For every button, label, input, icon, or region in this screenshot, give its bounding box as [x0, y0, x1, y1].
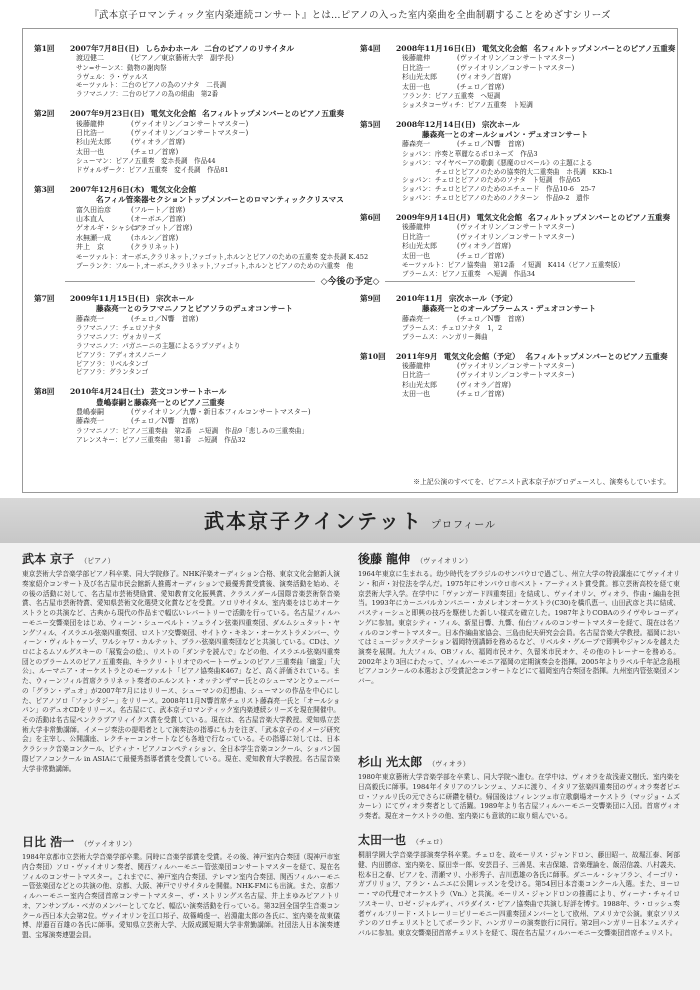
concert-venue: しらかわホール [145, 44, 199, 53]
footnote: ※上記公演のすべてを、ピアニスト武本京子がプロデュースし、演奏もしています。 [413, 478, 670, 486]
concert-entry [360, 44, 675, 110]
program-item: ピアソラ：リベルタンゴ [76, 359, 149, 368]
performer-row [402, 315, 675, 324]
performer-role: (チェロ／N響 首席) [457, 314, 525, 323]
performer-list [34, 315, 354, 324]
performer-role: (ヴァイオリン／コンサートマスター) [131, 128, 249, 137]
performer-role: (ヴィオラ／首席) [457, 242, 512, 251]
program-item: ピアソラ：グランタンゴ [76, 368, 149, 377]
performer-role: (ピアノ／東京藝術大学 副学長) [131, 54, 234, 63]
performer-name: 後藤龍伸 [76, 119, 104, 128]
performer-row [76, 234, 354, 243]
performer-role: (ヴィオラ／首席) [457, 73, 512, 82]
performer-role: (ヴァイオリン／コンサートマスター) [457, 371, 575, 380]
profile-name: 武本 京子 [22, 552, 75, 566]
performer-name: 太田一也 [402, 82, 430, 91]
program-list [34, 64, 354, 100]
concert-title: 名フィルトップメンバーとのピアノ五重奏 [533, 44, 676, 53]
concert-subtitle: 名フィル管楽器セクショントップメンバーとのロマンティッククリスマス [96, 195, 344, 205]
performer-name: 日比浩一 [402, 232, 430, 241]
program-item: ブラームス：ピアノ五重奏 ヘ短調 作品34 [402, 269, 536, 278]
concert-subtitle: 藤森亮一とのオールブラームス・デュオコンサート [422, 304, 596, 314]
performer-role: (クラリネット) [131, 243, 179, 252]
performer-row [402, 381, 675, 390]
performer-list [360, 315, 675, 324]
performer-row [76, 54, 354, 63]
past-concerts-right [360, 44, 675, 289]
performer-name: 後藤龍伸 [402, 54, 430, 63]
program-item: モーツァルト：二台のピアノの為のソナタ 二長調 [76, 81, 227, 90]
performer-name: 豊嶋泰嗣 [76, 407, 104, 416]
divider-line [65, 281, 315, 282]
profile-goto [358, 551, 680, 687]
profile-role: （チェロ） [412, 838, 447, 846]
concert-entry [34, 185, 369, 270]
program-item: フランク：ピアノ五重奏 へ短調 [402, 92, 501, 100]
performer-role: (ファゴット／首席) [131, 224, 193, 233]
concert-entry [360, 294, 675, 342]
concert-venue: 電気文化会館 [481, 44, 528, 53]
program-list [360, 324, 675, 342]
profile-name: 日比 浩一 [22, 835, 75, 849]
quintet-title: 武本京子クインテット [204, 509, 423, 533]
concert-number: 第1回 [34, 44, 55, 53]
concert-number: 第9回 [360, 294, 381, 303]
concert-heading [34, 109, 354, 119]
performer-name: 杉山光太郎 [402, 242, 437, 251]
performer-row [76, 215, 354, 224]
performer-row [76, 120, 354, 129]
program-item: サン=サーンス：動物の謝肉祭 [76, 63, 167, 72]
performer-list [34, 54, 354, 63]
profile-role: （ヴァイオリン） [416, 557, 472, 565]
performer-row [402, 390, 675, 399]
concert-entry [360, 120, 675, 203]
concert-entry [34, 294, 354, 377]
program-item: ラフマニノフ：パガニーニの主題によるラプソディより [76, 341, 241, 350]
performer-role: (チェロ／首席) [457, 251, 505, 260]
future-schedule-heading: ◇今後の予定◇ [22, 276, 678, 288]
profile-name: 太田一也 [358, 833, 407, 847]
program-item: ドヴォルザーク：ピアノ五重奏 変イ長調 作品81 [76, 166, 229, 175]
profile-role: （ヴィオラ） [428, 760, 470, 768]
program-item: シューマン：ピアノ五重奏 変ホ長調 作品44 [76, 157, 216, 166]
concert-venue: 宗次ホール [155, 294, 194, 303]
profile-section-title [0, 508, 700, 535]
concert-heading [34, 185, 354, 195]
concert-venue: 電気文化会館 [150, 109, 197, 119]
profile-role: （ピアノ） [80, 557, 115, 565]
performer-list [34, 206, 354, 253]
concert-entry [34, 44, 354, 99]
concert-heading [360, 352, 675, 362]
performer-name: ゲオルギ・シャシコフ [76, 224, 146, 233]
future-concerts-left [34, 294, 354, 454]
performer-name: 渡辺健二 [76, 54, 104, 63]
performer-name: 藤森亮一 [76, 314, 104, 323]
concert-date: 2010年4月24日(土) [70, 387, 145, 397]
concert-title: 二台のピアノのリサイタル [204, 44, 295, 53]
performer-role: (チェロ／首席) [457, 82, 505, 91]
performer-role: (ヴィオラ／首席) [131, 138, 186, 147]
program-item: ショスタコーヴィチ：ピアノ五重奏 ト短調 [402, 100, 533, 109]
performer-role: (チェロ／首席) [131, 147, 179, 156]
program-item: ショパン：マイヤベーアの歌劇《悪魔のロベール》の主題による [402, 158, 593, 167]
performer-row [76, 243, 354, 252]
concert-number: 第7回 [34, 294, 55, 303]
profile-ota [358, 832, 680, 939]
concert-subtitle: 藤森亮一とのオールショパン・デュオコンサート [422, 130, 589, 140]
performer-role: (ヴァイオリン／コンサートマスター) [457, 54, 575, 63]
concert-date: 2009年9月14日(月) [396, 213, 471, 223]
performer-row [402, 64, 675, 73]
performer-row [76, 138, 354, 147]
program-item: アレンスキー：ピアノ三重奏曲 第1番 ニ短調 作品32 [76, 435, 246, 444]
past-concerts-left [34, 44, 369, 281]
concert-title: 名フィルトップメンバーとのピアノ五重奏 [528, 213, 671, 223]
concert-venue: 芸文コンサートホール [150, 387, 227, 397]
performer-row [402, 362, 675, 371]
performer-row [76, 224, 354, 233]
performer-role: (オーボエ／首席) [131, 214, 186, 223]
performer-role: (ヴァイオリン／コンサートマスター) [457, 223, 575, 232]
performer-name: 日比浩一 [76, 128, 104, 137]
performer-row [402, 83, 675, 92]
performer-name: 後藤龍伸 [402, 223, 430, 232]
program-list [360, 92, 675, 110]
program-item: ショパン：序奏と華麗なるポロネーズ 作品3 [402, 149, 538, 158]
concert-heading [360, 44, 675, 54]
program-item: ピアソラ：アディオスノニーノ [76, 350, 168, 359]
program-item: ショパン：チェロとピアノのためのソナタ ト短調 作品65 [402, 176, 581, 185]
concert-venue: 電気文化会館 [476, 213, 523, 223]
concert-number: 第3回 [34, 185, 55, 195]
concert-date: 2008年12月14日(日) [396, 119, 476, 129]
concert-date: 2007年9月23日(日) [70, 109, 145, 119]
program-item: ラフマニノフ：二台のピアノの為の組曲 第2番 [76, 90, 219, 99]
concert-date: 2008年11月16日(日) [396, 44, 476, 53]
program-item: ブラームス：ハンガリー舞曲 [402, 332, 488, 341]
concert-heading [34, 44, 354, 54]
profile-bio: 1984年京都市立芸術大学音楽学部卒業。同時に音楽学部賞を受賞。その後、神戸室内合奏団（現神戸市室内合奏団）ソロ・ヴァイオリン奏者、関西フィルハーモニー管弦楽団コンサートマスターを経て、現在名フィルのコンサートマスター。これまでに、神戸室内合奏団、テレマン室内合奏団、関西フィルハーモニー管弦楽団などとの共演の他、京都、大阪、神戸でリサイタルを開催。NHK-FMにも出演。また、京都フィルハーモニー室内合奏団首席コンサートマスター、ザ・ストリングス名古屋、井上まゆみピアノトリオ、アンサンブル・ベガのメンバーとしてなど、幅広い演奏活動を行っている。第32回全国学生音楽コンクール西日本大会第2位。ヴァイオリンを江口邦子、故篠崎虔一、岩淵龍太郎の各氏に、室内楽を故東儀博、岸邉百百雄の各氏に師事。愛知県立芸術大学、大阪成蹊短期大学非常勤講師。社団法人日本演奏連盟、宝塚演奏連盟会員。 [22, 853, 340, 939]
profile-name: 杉山 光太郎 [358, 755, 423, 769]
concert-heading [360, 213, 675, 223]
program-list [360, 150, 675, 203]
profile-sugiyama [358, 754, 680, 822]
program-list [34, 427, 354, 445]
program-item: ショパン：チェロとピアノのためのノクターン 作品9-2 遺作 [402, 194, 590, 203]
performer-role: (ヴァイオリン／コンサートマスター) [131, 119, 249, 128]
concert-heading [360, 120, 675, 130]
performer-row [76, 417, 354, 426]
performer-role: (ヴィオラ／首席) [457, 380, 512, 389]
profile-bio: 桐朋学園大学音楽学部演奏学科卒業。チェロを、故モーリス・ジャンドロン、藤田昭一、故堀江泰、阿部健、内田勝彦、室内楽を、原田幸一郎、安芸昌子、三善晃、末吉保雄、音楽理論を、飯沼信義、八村義夫、松本日之春、ピアノを、清瀬マリ、小形秀子、吉川恵雄の各氏に師事。ダニール・シャフラン、イーゴリ・ガブリリョフ、アラン・ムニエに公開レッスンを受ける。第54回日本音楽コンクール入選。また、ヨーロー・マの代理でオーケストラ（Vn.）と共演。モーリス・ジャンドロンの推薦により、ヴィーナ・チャイロフスキーリ、ロゼ・ジャルディ、パラダイス・ピアノ協奏曲で共演し好評を博す。1988年、ラ・ロッシュ奏者ヴィルフリード・ストレーリ＝ピリーモニー四重奏団メンバーとして欧州、アメリカで公演。東京ソリステンのソロチェリストとしてポーランド、ハンガリーの演奏旅行に同行。第2回ハンガリー日本フェスティバルに参加。東京交響楽団首席チェリストを経て、現在名古屋フィルハーモニー交響楽団首席チェリスト。 [358, 851, 680, 937]
performer-name: 日比浩一 [402, 63, 430, 72]
program-list [34, 252, 369, 271]
performer-role: (チェロ／N響 首席) [457, 140, 525, 149]
performer-role: (チェロ／首席) [457, 390, 505, 399]
concert-title: 名フィルトップメンバーとのピアノ五重奏 [202, 109, 345, 119]
concert-date: 2009年11月15日(日) [70, 294, 150, 303]
performer-role: (チェロ／N響 首席) [131, 417, 199, 426]
performer-row [402, 242, 675, 251]
concert-number: 第4回 [360, 44, 381, 53]
performer-row [402, 252, 675, 261]
performer-name: 太田一也 [402, 390, 430, 399]
profile-subtitle: プロフィール [431, 520, 496, 531]
performer-row [76, 129, 354, 138]
program-list [34, 324, 354, 377]
performer-name: 太田一也 [76, 147, 104, 156]
program-item: ラヴェル：ラ・ヴァルス [76, 72, 149, 81]
program-item: モーツァルト：ピアノ協奏曲 第12番 イ短調 K414（ピアノ五重奏版） [402, 261, 625, 270]
performer-list [360, 140, 675, 149]
concert-date: 2010年11月 [396, 294, 443, 303]
performer-role: (ヴァイオリン／コンサートマスター) [457, 232, 575, 241]
performer-name: 水無瀬一成 [76, 233, 111, 242]
profile-bio: 1980年東京藝術大学音楽学部を卒業し、同大学院へ進む。在学中は、ヴィオラを故浅妻文樹氏、室内楽を日高毅氏に師事。1984年イタリアのフレンツェ、ソエに渡り、イタリア弦楽四重奏団のヴィオラ奏者ピエロ・ファルリ氏の元でさらに研鑽を積む。帰国後はフィレンツェ市立歌劇場オーケストラ（マッジョ・ムズカーレ）にてヴィオラ奏者として活躍。1989年より名古屋フィルハーモニー交響楽団に入団。首席ヴィオラ奏者。現在オーケストラの他、室内楽にも意欲的に取り組んでいる。 [358, 773, 680, 821]
concert-title: 名フィルトップメンバーとのピアノ五重奏 [525, 351, 668, 361]
program-item: ラフマニノフ：チェロソナタ [76, 323, 162, 332]
performer-list [360, 223, 675, 261]
concert-subtitle: 豊嶋泰嗣と藤森亮一とのピアノ三重奏 [96, 397, 225, 407]
performer-role: (ヴァイオリン／九響・新日本フィルコンサートマスター) [131, 407, 311, 416]
future-title-text: 今後の予定 [327, 277, 373, 287]
performer-row [402, 140, 675, 149]
performer-name: 富久田治彦 [76, 205, 111, 214]
concert-date: 2011年9月 [396, 351, 438, 361]
profile-takemoto [22, 551, 340, 774]
program-item: プーランク：フルート,オーボエ,クラリネット,ファゴット,ホルンとピアノのための六重奏 他 [76, 261, 354, 270]
concert-number: 第10回 [360, 351, 386, 361]
concert-venue: 電気文化会館 [150, 185, 197, 195]
performer-name: 杉山光太郎 [76, 138, 111, 147]
performer-role: (ヴァイオリン／コンサートマスター) [457, 63, 575, 72]
concert-entry [34, 109, 354, 175]
profile-role: （ヴァイオリン） [80, 840, 136, 848]
program-item: ラフマニノフ：ヴォカリーズ [76, 332, 162, 341]
concert-date: 2007年7月8日(日) [70, 44, 140, 53]
profile-bio: 東京芸術大学音楽学部ピアノ科卒業、同大学院修了。NHK洋楽オーディション合格、東京文化会館新人演奏家紹介コンサート及び名古屋市民会館新人推薦オーディションで最優秀賞受賞後、演奏活動を始め、その後の活動に対して、名古屋市芸術奨励賞、愛知教育文化振興賞、クラスノダール国際音楽芸術祭音楽賞、名古屋市芸術特賞、愛知県芸術文化選奨文化賞などを受賞。ソロリサイタル、室内楽をはじめオーケストラとの共演など、古典から現代の作品まで幅広いレパートリーで活動を行っている。名古屋フィルハーモニー交響楽団をはじめ、ウィーン・シューベルト・フェライン弦楽四重奏団、ダルムシュタット・ヤングフィル、イスラエル弦楽四重奏団、ロストフ交響楽団、サイトウ・キネン・オーケストラメンバー、ウィーン・ヴィルトゥーゾ、ワルシャワ・カルテット、プラハ弦楽四重奏団などと共演している。CDは、ソロによるムソルグスキーの「展覧会の絵」、リストの「ダンテを読んで」などの他、イスラエル弦楽四重奏団とのブラームスのピアノ五重奏曲、キラクリ・トリオでのベートーヴェンのピアノ三重奏曲「幽霊」「大公」、ルーマニア・オーケストラとのモーツァルト「ピアノ協奏曲K467」など、高く評価されている。また、ウィーンフィル首席クラリネット奏者のエルンスト・オッテンザマー氏とのシューマンとウェーバーの「グラン・デュオ」が2007年7月にはリリース、シューマンの幻想曲、シューマンの作品を中心にした、ピアノソロ「ファンタジー」をリリース。2008年11月N響首席チェリスト藤森亮一氏と「オールショパン」のデュオCDをリリース。名古屋にて、武本京子ロマンティック室内楽連続シリーズを現在開催中。その活動は名古屋ペンクラブアリィイクス賞を受賞している。現在は、名古屋音楽大学教授。愛知県立芸術大学非常勤講師。イメージ奏法の提唱者として演奏法の指導にも力を注ぎ、「武本京子のイメージ研究会」を主宰し、公開講座、レクチャーコンサートなども各地で行なっている。その指導に対しては、日本クラシック音楽コンクール、ピティナ・ピアノコンペティション、全日本学生音楽コンクール、ショパン国際ピアノコンクール in ASIAにて最優秀指導者賞を受賞している。現在、愛知教育大学教授。名古屋音楽大学非常勤講師。 [22, 570, 340, 773]
performer-role: (ヴァイオリン／コンサートマスター) [457, 361, 575, 370]
concert-number: 第8回 [34, 387, 55, 397]
performer-name: 藤森亮一 [402, 140, 430, 149]
performer-role: (ホルン／首席) [131, 233, 179, 242]
concert-heading [360, 294, 675, 304]
performer-list [34, 408, 354, 427]
performer-name: 藤森亮一 [402, 314, 430, 323]
future-concerts-right [360, 294, 675, 410]
performer-row [76, 206, 354, 215]
concert-number: 第6回 [360, 213, 381, 223]
performer-name: 杉山光太郎 [402, 380, 437, 389]
performer-list [34, 120, 354, 158]
concert-heading [34, 387, 354, 397]
performer-row [76, 315, 354, 324]
performer-row [402, 233, 675, 242]
profile-name: 後藤 龍伸 [358, 552, 411, 566]
program-item: チェロとピアノのための協奏的大二重奏曲 ホ長調 KKb-1 [402, 167, 613, 176]
concert-subtitle: 藤森亮一とのラフマニノフとピアソラのデュオコンサート [96, 304, 293, 314]
concert-entry [34, 387, 354, 444]
program-item: ラフマニノフ：ピアノ三重奏曲 第2番 ニ短調 作品9「悲しみの三重奏曲」 [76, 426, 309, 435]
concert-number: 第2回 [34, 109, 55, 119]
performer-role: (チェロ／N響 首席) [131, 314, 199, 323]
concert-venue: 宗次ホール（予定） [448, 294, 518, 303]
program-list [34, 157, 354, 175]
performer-row [76, 408, 354, 417]
performer-role: (フルート／首席) [131, 205, 186, 214]
performer-name: 藤森亮一 [76, 417, 104, 426]
program-item: ショパン：チェロとピアノのためのエチュード 作品10-6 25-7 [402, 185, 596, 194]
program-item: ブラームス：チェロソナタ 1，2 [402, 323, 503, 332]
performer-name: 後藤龍伸 [402, 361, 430, 370]
concert-heading [34, 294, 354, 304]
performer-row [402, 371, 675, 380]
performer-list [360, 362, 675, 400]
performer-name: 太田一也 [402, 251, 430, 260]
concert-venue: 電気文化会館（予定） [443, 351, 520, 361]
divider-line [385, 281, 635, 282]
performer-name: 杉山光太郎 [402, 73, 437, 82]
concert-entry [360, 352, 675, 400]
series-header: 『武本京子ロマンティック室内楽連続コンサート』とは…ピアノの入った室内楽曲を全曲制覇することをめざすシリーズ [89, 10, 611, 21]
performer-row [76, 148, 354, 157]
performer-list [360, 54, 675, 92]
performer-name: 井上 京 [76, 243, 104, 252]
program-item: モーツァルト：オーボエ,クラリネット,ファゴット,ホルンとピアノのための五重奏 変ホ長調 K.452 [76, 252, 369, 261]
concert-entry [360, 213, 675, 279]
concert-number: 第5回 [360, 119, 381, 129]
performer-name: 日比浩一 [402, 371, 430, 380]
concert-date: 2007年12月6日(木) [70, 185, 145, 195]
concert-venue: 宗次ホール [481, 119, 520, 129]
profile-hibi [22, 834, 340, 941]
profile-bio: 1964年東京に生まれる。幼少時代をブラジルのサンパウロで過ごし、州立大学の特設講座にてヴァイオリン・和声・対位法を学んだ。1975年にサンパウロ市ベスト・アーティスト賞受賞。都立芸術高校を経て東京芸術大学入学。在学中に「ヴァンガード四重奏団」を結成し、ヴァイオリン、ヴィオラ、作曲・編曲を担当。1993年にカーニバルカンパニー・カメレオンオーケストラ(C30)を橋爪恵一、山田武彦と共に結成、バスティーシュと即興の技巧を駆使した新しい様式を確立した。1987年よりCOBAのライヴやレコーディングに参加。東京シティ・フィル、新星日響、九響、仙台フィルのコンサートマスターを経て、現在は名フィルのコンサートマスター。日本作編曲家協会、三島由紀夫研究会会員。名古屋音楽大学教授。福岡においてはミュージックステーション福岡特別講師を務めるなど、リベルタ・グループで即興やジャンルを越えた演奏を展開。九大フィル、OBフィル、福岡市民オケ、久留米市民オケ、その他のトレーナーを務める。2002年より3回にわたって、フィルハーモニア福岡の定期演奏会を指揮。2005年よりラペル千年記念島根ピアノコンクールの本選および受賞記念コンサートなどにて福岡室内合奏団を指揮。九州室内管弦楽団メンバー。 [358, 570, 680, 686]
performer-name: 山本直人 [76, 214, 104, 223]
performer-row [402, 54, 675, 63]
performer-row [402, 73, 675, 82]
performer-row [402, 223, 675, 232]
